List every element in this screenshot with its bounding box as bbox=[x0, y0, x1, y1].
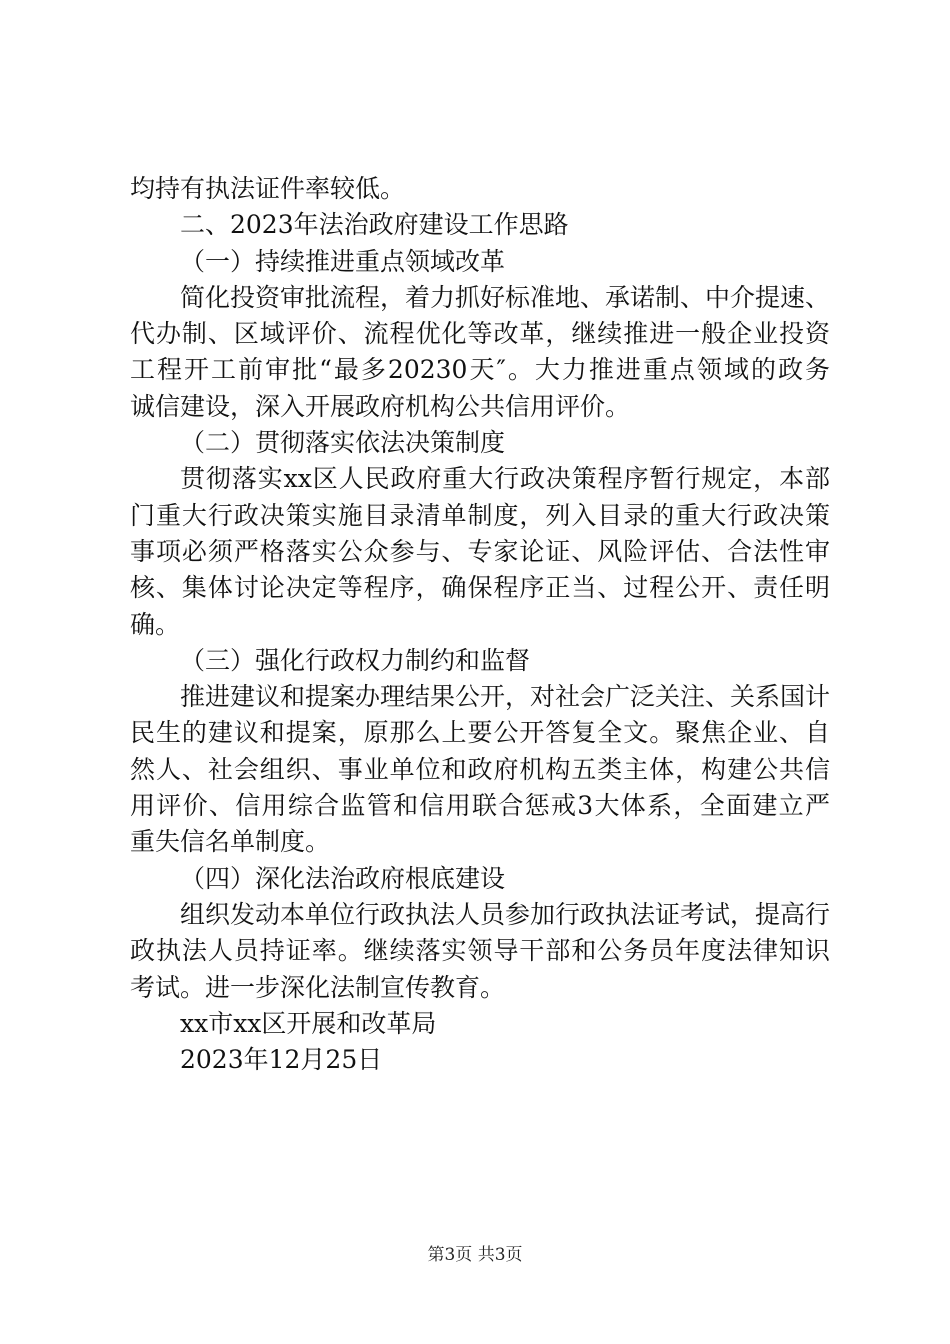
paragraph-line: 确。 bbox=[130, 609, 181, 639]
paragraph-line: 民生的建议和提案，原那么上要公开答复全文。聚焦企业、自 bbox=[130, 718, 830, 748]
paragraph-line: 简化投资审批流程，着力抓好标准地、承诺制、中介提速、 bbox=[180, 282, 831, 312]
paragraph-line: 门重大行政决策实施目录清单制度，列入目录的重大行政决策 bbox=[130, 500, 830, 530]
paragraph-line: 事项必须严格落实公众参与、专家论证、风险评估、合法性审 bbox=[130, 536, 830, 566]
paragraph-line: 政执法人员持证率。继续落实领导干部和公务员年度法律知识 bbox=[130, 936, 830, 966]
paragraph-line: 用评价、信用综合监管和信用联合惩戒3大体系，全面建立严 bbox=[130, 791, 830, 821]
paragraph-line: 贯彻落实xx区人民政府重大行政决策程序暂行规定，本部 bbox=[180, 464, 830, 494]
paragraph-line: 核、集体讨论决定等程序，确保程序正当、过程公开、责任明 bbox=[130, 573, 830, 603]
paragraph-line: 然人、社会组织、事业单位和政府机构五类主体，构建公共信 bbox=[130, 754, 830, 784]
paragraph-line: 诚信建设，深入开展政府机构公共信用评价。 bbox=[130, 391, 631, 421]
signature-date: 2023年12月25日 bbox=[180, 1045, 383, 1075]
page-footer: 第3页 共3页 bbox=[427, 1245, 523, 1265]
subsection-heading: （四）深化法治政府根底建设 bbox=[180, 863, 506, 893]
signature-organization: xx市xx区开展和改革局 bbox=[180, 1008, 437, 1038]
paragraph-line: 工程开工前审批“最多20230天″。大力推进重点领域的政务 bbox=[130, 355, 830, 385]
paragraph-line: 重失信名单制度。 bbox=[130, 827, 331, 857]
section-heading: 二、2023年法治政府建设工作思路 bbox=[180, 210, 569, 240]
subsection-heading: （三）强化行政权力制约和监督 bbox=[180, 645, 531, 675]
paragraph-line: 推进建议和提案办理结果公开，对社会广泛关注、关系国计 bbox=[180, 682, 831, 712]
paragraph-line: 组织发动本单位行政执法人员参加行政执法证考试，提高行 bbox=[180, 899, 831, 929]
paragraph-line: 考试。进一步深化法制宣传教育。 bbox=[130, 972, 506, 1002]
subsection-heading: （二）贯彻落实依法决策制度 bbox=[180, 428, 506, 458]
subsection-heading: （一）持续推进重点领域改革 bbox=[180, 246, 506, 276]
paragraph-line: 代办制、区域评价、流程优化等改革，继续推进一般企业投资 bbox=[130, 319, 830, 349]
document-body bbox=[130, 171, 830, 1078]
paragraph-line: 均持有执法证件率较低。 bbox=[130, 174, 406, 203]
